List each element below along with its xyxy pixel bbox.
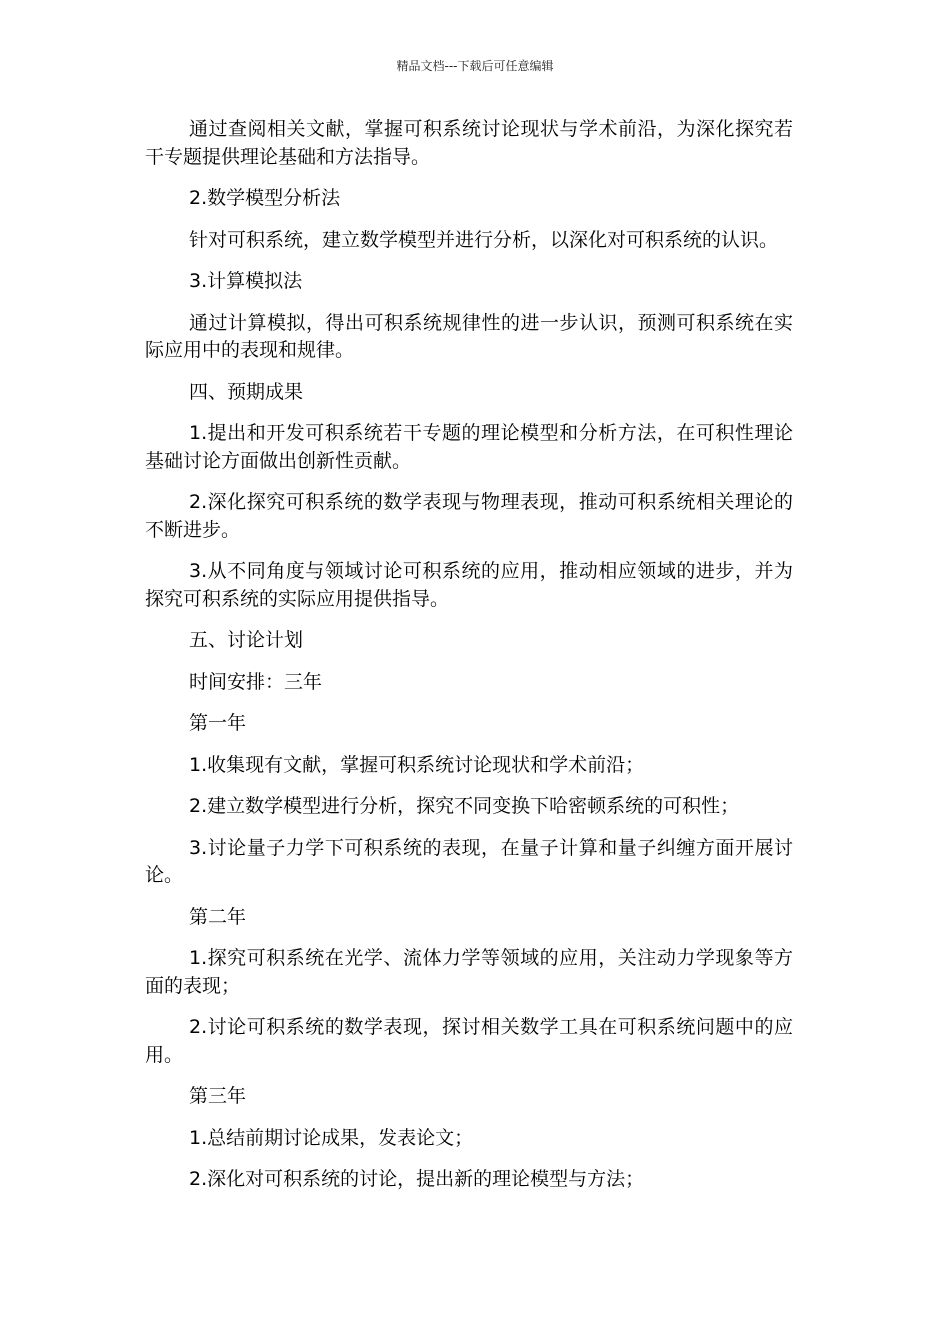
section-heading-expected-results: 四、预期成果 <box>189 380 304 403</box>
plan-year-2-item-2: 2.讨论可积系统的数学表现，探讨相关数学工具在可积系统问题中的应用。 <box>145 1016 793 1066</box>
plan-year-1-item-3: 3.讨论量子力学下可积系统的表现，在量子计算和量子纠缠方面开展讨论。 <box>145 836 793 886</box>
plan-year-3-item-1: 1.总结前期讨论成果，发表论文； <box>189 1126 474 1149</box>
plan-year-1-item-2: 2.建立数学模型进行分析，探究不同变换下哈密顿系统的可积性； <box>189 795 740 817</box>
paragraph-simulation-method: 通过计算模拟，得出可积系统规律性的进一步认识，预测可积系统在实际应用中的表现和规律。 <box>145 311 793 361</box>
expected-result-item-1: 1.提出和开发可积系统若干专题的理论模型和分析方法，在可积性理论基础讨论方面做出创新性贡献。 <box>145 422 793 472</box>
heading-math-model-method: 2.数学模型分析法 <box>189 187 341 209</box>
expected-result-item-3: 3.从不同角度与领域讨论可积系统的应用，推动相应领域的进步，并为探究可积系统的实际应用提供指导。 <box>145 560 793 610</box>
plan-year-1-item-1: 1.收集现有文献，掌握可积系统讨论现状和学术前沿； <box>189 753 645 776</box>
plan-year-2-item-1: 1.探究可积系统在光学、流体力学等领域的应用，关注动力学现象等方面的表现； <box>145 947 793 997</box>
page-header: 精品文档---下载后可任意编辑 <box>396 59 554 73</box>
section-heading-plan: 五、讨论计划 <box>189 629 304 651</box>
paragraph-literature-method: 通过查阅相关文献，掌握可积系统讨论现状与学术前沿，为深化探究若干专题提供理论基础和方法指导。 <box>145 118 793 168</box>
plan-year-3-item-2: 2.深化对可积系统的讨论，提出新的理论模型与方法； <box>189 1168 645 1190</box>
plan-year-2-heading: 第二年 <box>189 905 247 928</box>
heading-simulation-method: 3.计算模拟法 <box>189 270 303 292</box>
plan-year-3-heading: 第三年 <box>189 1085 247 1107</box>
expected-result-item-2: 2.深化探究可积系统的数学表现与物理表现，推动可积系统相关理论的不断进步。 <box>145 491 793 541</box>
paragraph-math-model-method: 针对可积系统，建立数学模型并进行分析，以深化对可积系统的认识。 <box>189 228 779 251</box>
document-body <box>145 116 793 1208</box>
plan-year-1-heading: 第一年 <box>189 712 247 734</box>
plan-time-arrangement: 时间安排：三年 <box>189 670 323 693</box>
